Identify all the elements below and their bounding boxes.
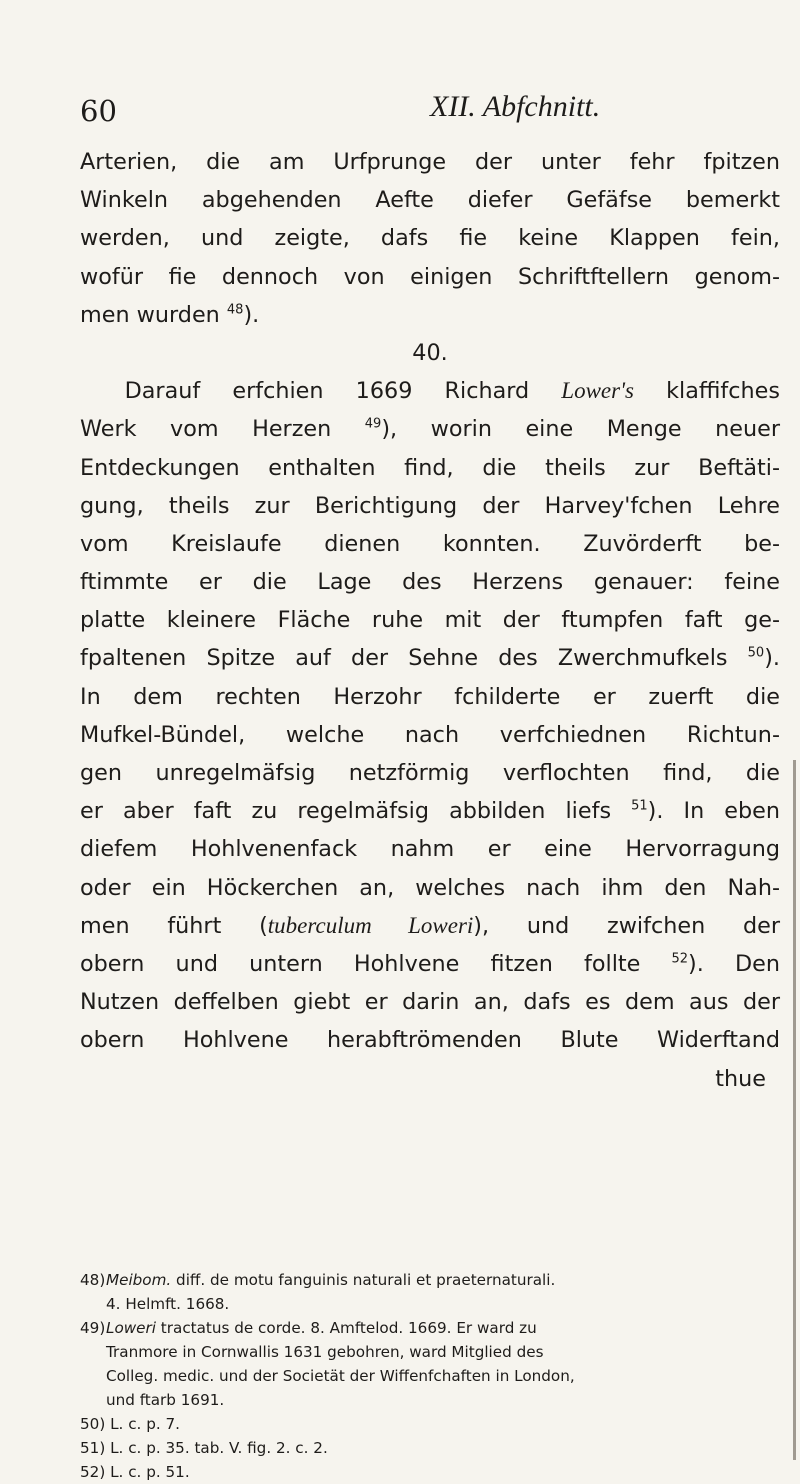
footnote-49: 49)Loweri tractatus de corde. 8. Amftelod. 1669. Er ward zu [80,1319,537,1337]
footnote-49-cont: Tranmore in Cornwallis 1631 gebohren, ward Mitglied des [106,1343,544,1361]
text-line: Nutzen deffelben giebt er darin an, dafs es dem aus der [80,989,780,1016]
text-line: Arterien, die am Urfprunge der unter fehr fpitzen [80,149,780,175]
footnote-ref: 50 [747,646,765,662]
text-line: Winkeln abgehenden Aefte diefer Gefäfse bemerkt [80,187,780,214]
text-line: diefem Hohlvenenfack nahm er eine Hervorragung [80,836,780,863]
text-line: Mufkel-Bündel, welche nach verfchiednen Richtun- [80,721,780,748]
text-line: Entdeckungen enthalten find, die theils zur Beftäti- [80,454,780,481]
text-line: gung, theils zur Berichtigung der Harvey'fchen Lehre [80,492,780,519]
footnote-49-cont: Colleg. medic. und der Societät der Wiffenfchaften in London, [106,1367,575,1385]
text-line: men wurden $^{48}$). [80,301,260,328]
catchword: thue [715,1065,766,1092]
text-line: werden, und zeigte, dafs fie keine Klappen fein, [80,225,780,252]
footnote-48-cont: 4. Helmft. 1668. [106,1295,230,1313]
footnote-ref: 49 [364,416,382,432]
page-edge-shadow [793,760,796,1460]
text-line: vom Kreislaufe dienen konnten. Zuvörderft be- [80,530,780,557]
text-line: Werk vom Herzen $^{49}$), worin eine Menge neuer [80,416,781,443]
text-line: Darauf erfchien 1669 Richard Lower's klaffifches [124,378,780,405]
latin-term: tuberculum Loweri [267,912,474,938]
text-line: platte kleinere Fläche ruhe mit der ftumpfen faft ge- [80,607,780,634]
text-line: fpaltenen Spitze auf der Sehne des Zwerchmufkels $^{50}$). [80,645,780,672]
text-line: ftimmte er die Lage des Herzens genauer: feine [80,569,780,596]
footnote-50: 50) L. c. p. 7. [80,1415,180,1433]
footnote-ref: 51 [631,798,648,814]
footnote-48: 48)Meibom. diff. de motu fanguinis naturali et praeternaturali. [80,1271,556,1289]
footnote-52: 52) L. c. p. 51. [80,1463,190,1481]
author-name: Lower's [561,378,634,404]
footnote-49-cont: und ftarb 1691. [106,1391,225,1409]
text-line: wofür fie dennoch von einigen Schriftftellern genom- [80,263,780,290]
text-line: er aber faft zu regelmäfsig abbilden liefs $^{51}$). In eben [80,798,780,825]
section-title: XII. Abfchnitt. [430,90,601,123]
footnote-ref: 52 [671,951,689,967]
text-line: oder ein Höckerchen an, welches nach ihm den Nah- [80,874,780,901]
text-line: men führt (tuberculum Loweri), und zwifchen der [80,912,781,939]
footnote-51: 51) L. c. p. 35. tab. V. fig. 2. c. 2. [80,1439,328,1457]
main-text [80,143,780,1098]
text-line: obern und untern Hohlvene fitzen follte $^{52}$). Den [80,950,780,977]
text-line: In dem rechten Herzohr fchilderte er zuerft die [80,683,780,710]
footnotes [80,1268,780,1484]
text-line: obern Hohlvene herabftrömenden Blute Widerftand [80,1027,780,1054]
text-line: gen unregelmäfsig netzförmig verflochten find, die [80,760,780,786]
section-number: 40. [412,339,448,366]
running-header [80,86,780,136]
page-number: 60 [80,94,117,128]
footnote-ref: 48 [226,302,244,318]
